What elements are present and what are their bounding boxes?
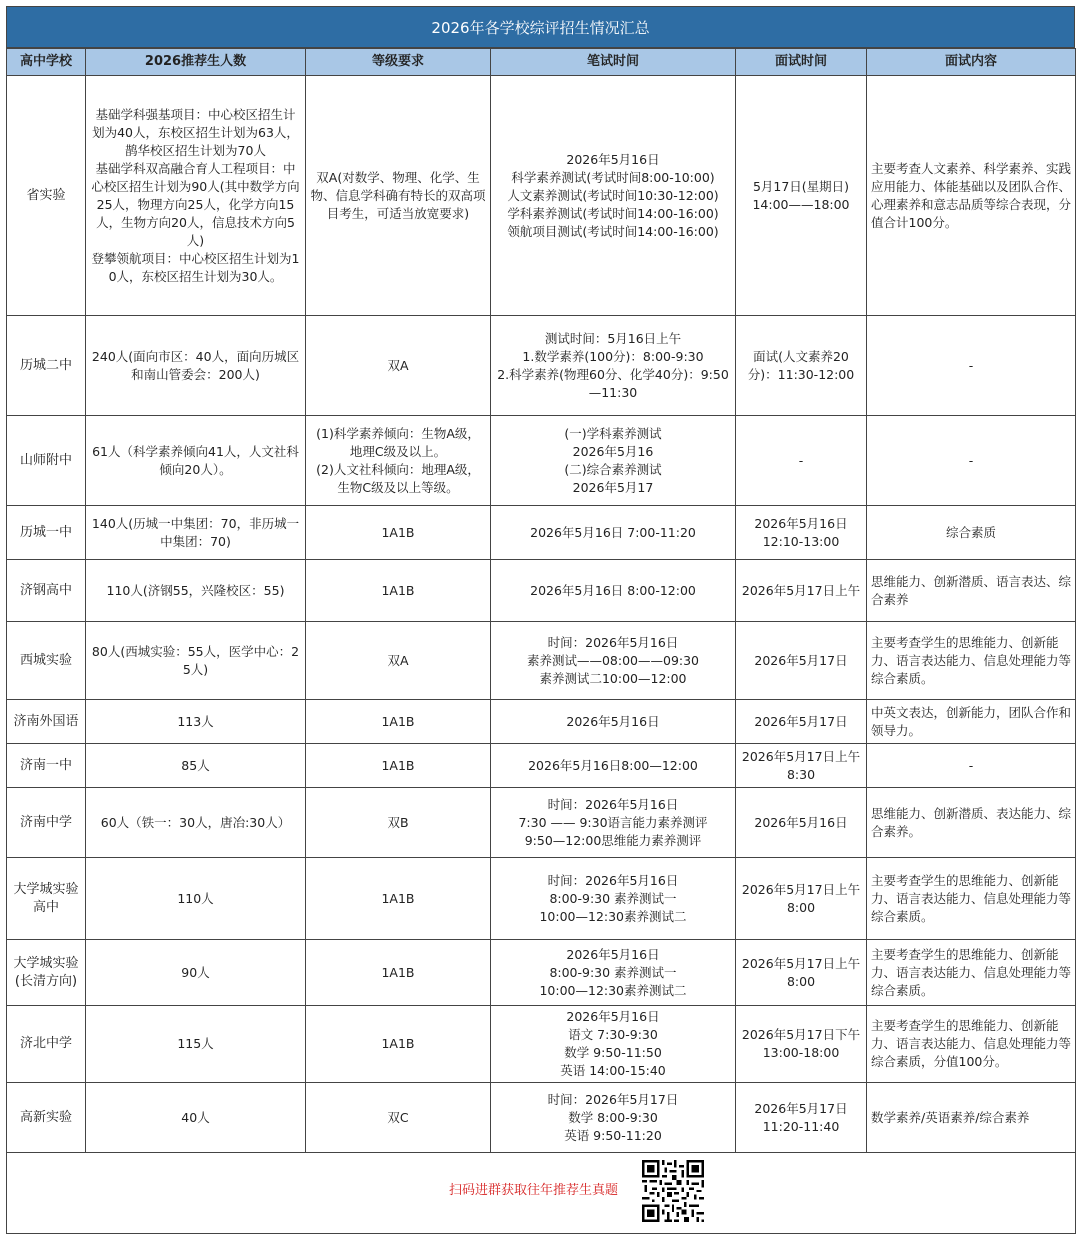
- cell-interview-time: 2026年5月17日上午: [736, 560, 867, 622]
- cell-school: 济南中学: [7, 788, 86, 858]
- cell-school: 高新实验: [7, 1083, 86, 1153]
- table-row: [7, 316, 1076, 416]
- cell-grade: 1A1B: [306, 560, 491, 622]
- cell-count: 80人(西城实验：55人，医学中心：25人): [86, 622, 306, 700]
- cell-written-time: 2026年5月16日 8:00-9:30 素养测试一 10:00—12:30素养测试二: [491, 940, 736, 1006]
- cell-school: 大学城实验(长清方向): [7, 940, 86, 1006]
- footer-row: [7, 1153, 1076, 1234]
- cell-written-time: 时间：2026年5月17日 数学 8:00-9:30 英语 9:50-11:20: [491, 1083, 736, 1153]
- cell-grade: 双A(对数学、物理、化学、生物、信息学科确有特长的双高项目考生，可适当放宽要求): [306, 76, 491, 316]
- cell-count: 60人（铁一：30人，唐冶:30人）: [86, 788, 306, 858]
- cell-interview-time: -: [736, 416, 867, 506]
- cell-interview-content: 中英文表达，创新能力，团队合作和领导力。: [867, 700, 1076, 744]
- cell-interview-content: 思维能力、创新潜质、语言表达、综合素养: [867, 560, 1076, 622]
- cell-school: 济南外国语: [7, 700, 86, 744]
- cell-count: 113人: [86, 700, 306, 744]
- table-row: [7, 416, 1076, 506]
- cell-school: 省实验: [7, 76, 86, 316]
- cell-interview-content: 思维能力、创新潜质、表达能力、综合素养。: [867, 788, 1076, 858]
- cell-written-time: 2026年5月16日8:00—12:00: [491, 744, 736, 788]
- cell-interview-time: 2026年5月16日: [736, 788, 867, 858]
- cell-written-time: (一)学科素养测试 2026年5月16 (二)综合素养测试 2026年5月17: [491, 416, 736, 506]
- table-row: [7, 788, 1076, 858]
- cell-count: 110人: [86, 858, 306, 940]
- cell-school: 济钢高中: [7, 560, 86, 622]
- table-row: [7, 1083, 1076, 1153]
- qr-code-icon[interactable]: [642, 1160, 704, 1222]
- cell-interview-content: 主要考查学生的思维能力、创新能力、语言表达能力、信息处理能力等综合素质。: [867, 622, 1076, 700]
- cell-written-time: 时间：2026年5月16日 7:30 —— 9:30语言能力素养测评 9:50—12:00思维能力素养测评: [491, 788, 736, 858]
- cell-school: 大学城实验高中: [7, 858, 86, 940]
- table-row: [7, 506, 1076, 560]
- cell-grade: 双C: [306, 1083, 491, 1153]
- cell-school: 济北中学: [7, 1006, 86, 1083]
- cell-school: 济南一中: [7, 744, 86, 788]
- cell-written-time: 2026年5月16日 语文 7:30-9:30 数学 9:50-11:50 英语 14:00-15:40: [491, 1006, 736, 1083]
- cell-count: 61人（科学素养倾向41人，人文社科倾向20人）。: [86, 416, 306, 506]
- cell-grade: 1A1B: [306, 1006, 491, 1083]
- cell-interview-content: 综合素质: [867, 506, 1076, 560]
- header-row: [7, 49, 1076, 76]
- admission-table: [6, 48, 1076, 1234]
- cell-interview-time: 2026年5月17日: [736, 622, 867, 700]
- header-interview: 面试时间: [736, 49, 867, 76]
- table-row: [7, 700, 1076, 744]
- cell-interview-time: 2026年5月16日 12:10-13:00: [736, 506, 867, 560]
- header-content: 面试内容: [867, 49, 1076, 76]
- cell-interview-time: 2026年5月17日: [736, 700, 867, 744]
- cell-interview-time: 2026年5月17日下午 13:00-18:00: [736, 1006, 867, 1083]
- cell-count: 140人(历城一中集团：70，非历城一中集团：70): [86, 506, 306, 560]
- cell-interview-time: 2026年5月17日上午 8:00: [736, 940, 867, 1006]
- cell-written-time: 时间：2026年5月16日 8:00-9:30 素养测试一 10:00—12:30素养测试二: [491, 858, 736, 940]
- cell-interview-content: -: [867, 744, 1076, 788]
- cell-interview-time: 2026年5月17日上午 8:00: [736, 858, 867, 940]
- cell-count: 40人: [86, 1083, 306, 1153]
- footer-text: 扫码进群获取往年推荐生真题: [449, 1183, 619, 1198]
- table-row: [7, 560, 1076, 622]
- cell-interview-time: 2026年5月17日 11:20-11:40: [736, 1083, 867, 1153]
- cell-written-time: 2026年5月16日: [491, 700, 736, 744]
- cell-count: 基础学科强基项目：中心校区招生计划为40人，东校区招生计划为63人，鹊华校区招生计划为70人 基础学科双高融合育人工程项目：中心校区招生计划为90人(其中数学方向25人，物理方向25人，化学方向15人，生物方向20人，信息技术方向5人) 登攀领航项目：中心校区招生计划为10人，东校区招生计划为30人。: [86, 76, 306, 316]
- table-row: [7, 622, 1076, 700]
- header-written: 笔试时间: [491, 49, 736, 76]
- cell-grade: 1A1B: [306, 700, 491, 744]
- cell-interview-content: 主要考查学生的思维能力、创新能力、语言表达能力、信息处理能力等综合素质，分值100分。: [867, 1006, 1076, 1083]
- cell-count: 115人: [86, 1006, 306, 1083]
- cell-grade: 1A1B: [306, 506, 491, 560]
- cell-school: 历城一中: [7, 506, 86, 560]
- table-row: [7, 940, 1076, 1006]
- sheet-title: 2026年各学校综评招生情况汇总: [6, 6, 1075, 48]
- cell-grade: 1A1B: [306, 858, 491, 940]
- cell-grade: (1)科学素养倾向：生物A级，地理C级及以上。 (2)人文社科倾向：地理A级，生物C级及以上等级。: [306, 416, 491, 506]
- table-row: [7, 76, 1076, 316]
- cell-grade: 双A: [306, 316, 491, 416]
- table-row: [7, 744, 1076, 788]
- cell-written-time: 测试时间：5月16日上午 1.数学素养(100分)：8:00-9:30 2.科学素养(物理60分、化学40分)：9:50—11:30: [491, 316, 736, 416]
- cell-interview-time: 5月17日(星期日) 14:00——18:00: [736, 76, 867, 316]
- cell-grade: 1A1B: [306, 940, 491, 1006]
- cell-school: 山师附中: [7, 416, 86, 506]
- header-count: 2026推荐生人数: [86, 49, 306, 76]
- cell-interview-time: 2026年5月17日上午 8:30: [736, 744, 867, 788]
- header-grade: 等级要求: [306, 49, 491, 76]
- cell-written-time: 时间：2026年5月16日 素养测试——08:00——09:30 素养测试二10:00—12:00: [491, 622, 736, 700]
- cell-count: 240人(面向市区：40人，面向历城区和南山管委会：200人): [86, 316, 306, 416]
- footer-cell: [7, 1153, 1076, 1234]
- cell-interview-content: 主要考查学生的思维能力、创新能力、语言表达能力、信息处理能力等综合素质。: [867, 940, 1076, 1006]
- cell-grade: 双B: [306, 788, 491, 858]
- cell-interview-time: 面试(人文素养20分)：11:30-12:00: [736, 316, 867, 416]
- cell-school: 历城二中: [7, 316, 86, 416]
- cell-interview-content: 数学素养/英语素养/综合素养: [867, 1083, 1076, 1153]
- table-row: [7, 858, 1076, 940]
- header-school: 高中学校: [7, 49, 86, 76]
- cell-interview-content: -: [867, 316, 1076, 416]
- cell-grade: 双A: [306, 622, 491, 700]
- cell-count: 85人: [86, 744, 306, 788]
- cell-school: 西城实验: [7, 622, 86, 700]
- cell-interview-content: -: [867, 416, 1076, 506]
- summary-sheet: [6, 6, 1075, 1234]
- cell-grade: 1A1B: [306, 744, 491, 788]
- cell-count: 110人(济钢55，兴隆校区：55): [86, 560, 306, 622]
- cell-count: 90人: [86, 940, 306, 1006]
- cell-written-time: 2026年5月16日 7:00-11:20: [491, 506, 736, 560]
- cell-interview-content: 主要考查人文素养、科学素养、实践应用能力、体能基础以及团队合作、心理素养和意志品质等综合表现，分值合计100分。: [867, 76, 1076, 316]
- cell-interview-content: 主要考查学生的思维能力、创新能力、语言表达能力、信息处理能力等综合素质。: [867, 858, 1076, 940]
- table-row: [7, 1006, 1076, 1083]
- cell-written-time: 2026年5月16日 科学素养测试(考试时间8:00-10:00) 人文素养测试(考试时间10:30-12:00) 学科素养测试(考试时间14:00-16:00) 领航项目测试(考试时间14:00-16:00): [491, 76, 736, 316]
- cell-written-time: 2026年5月16日 8:00-12:00: [491, 560, 736, 622]
